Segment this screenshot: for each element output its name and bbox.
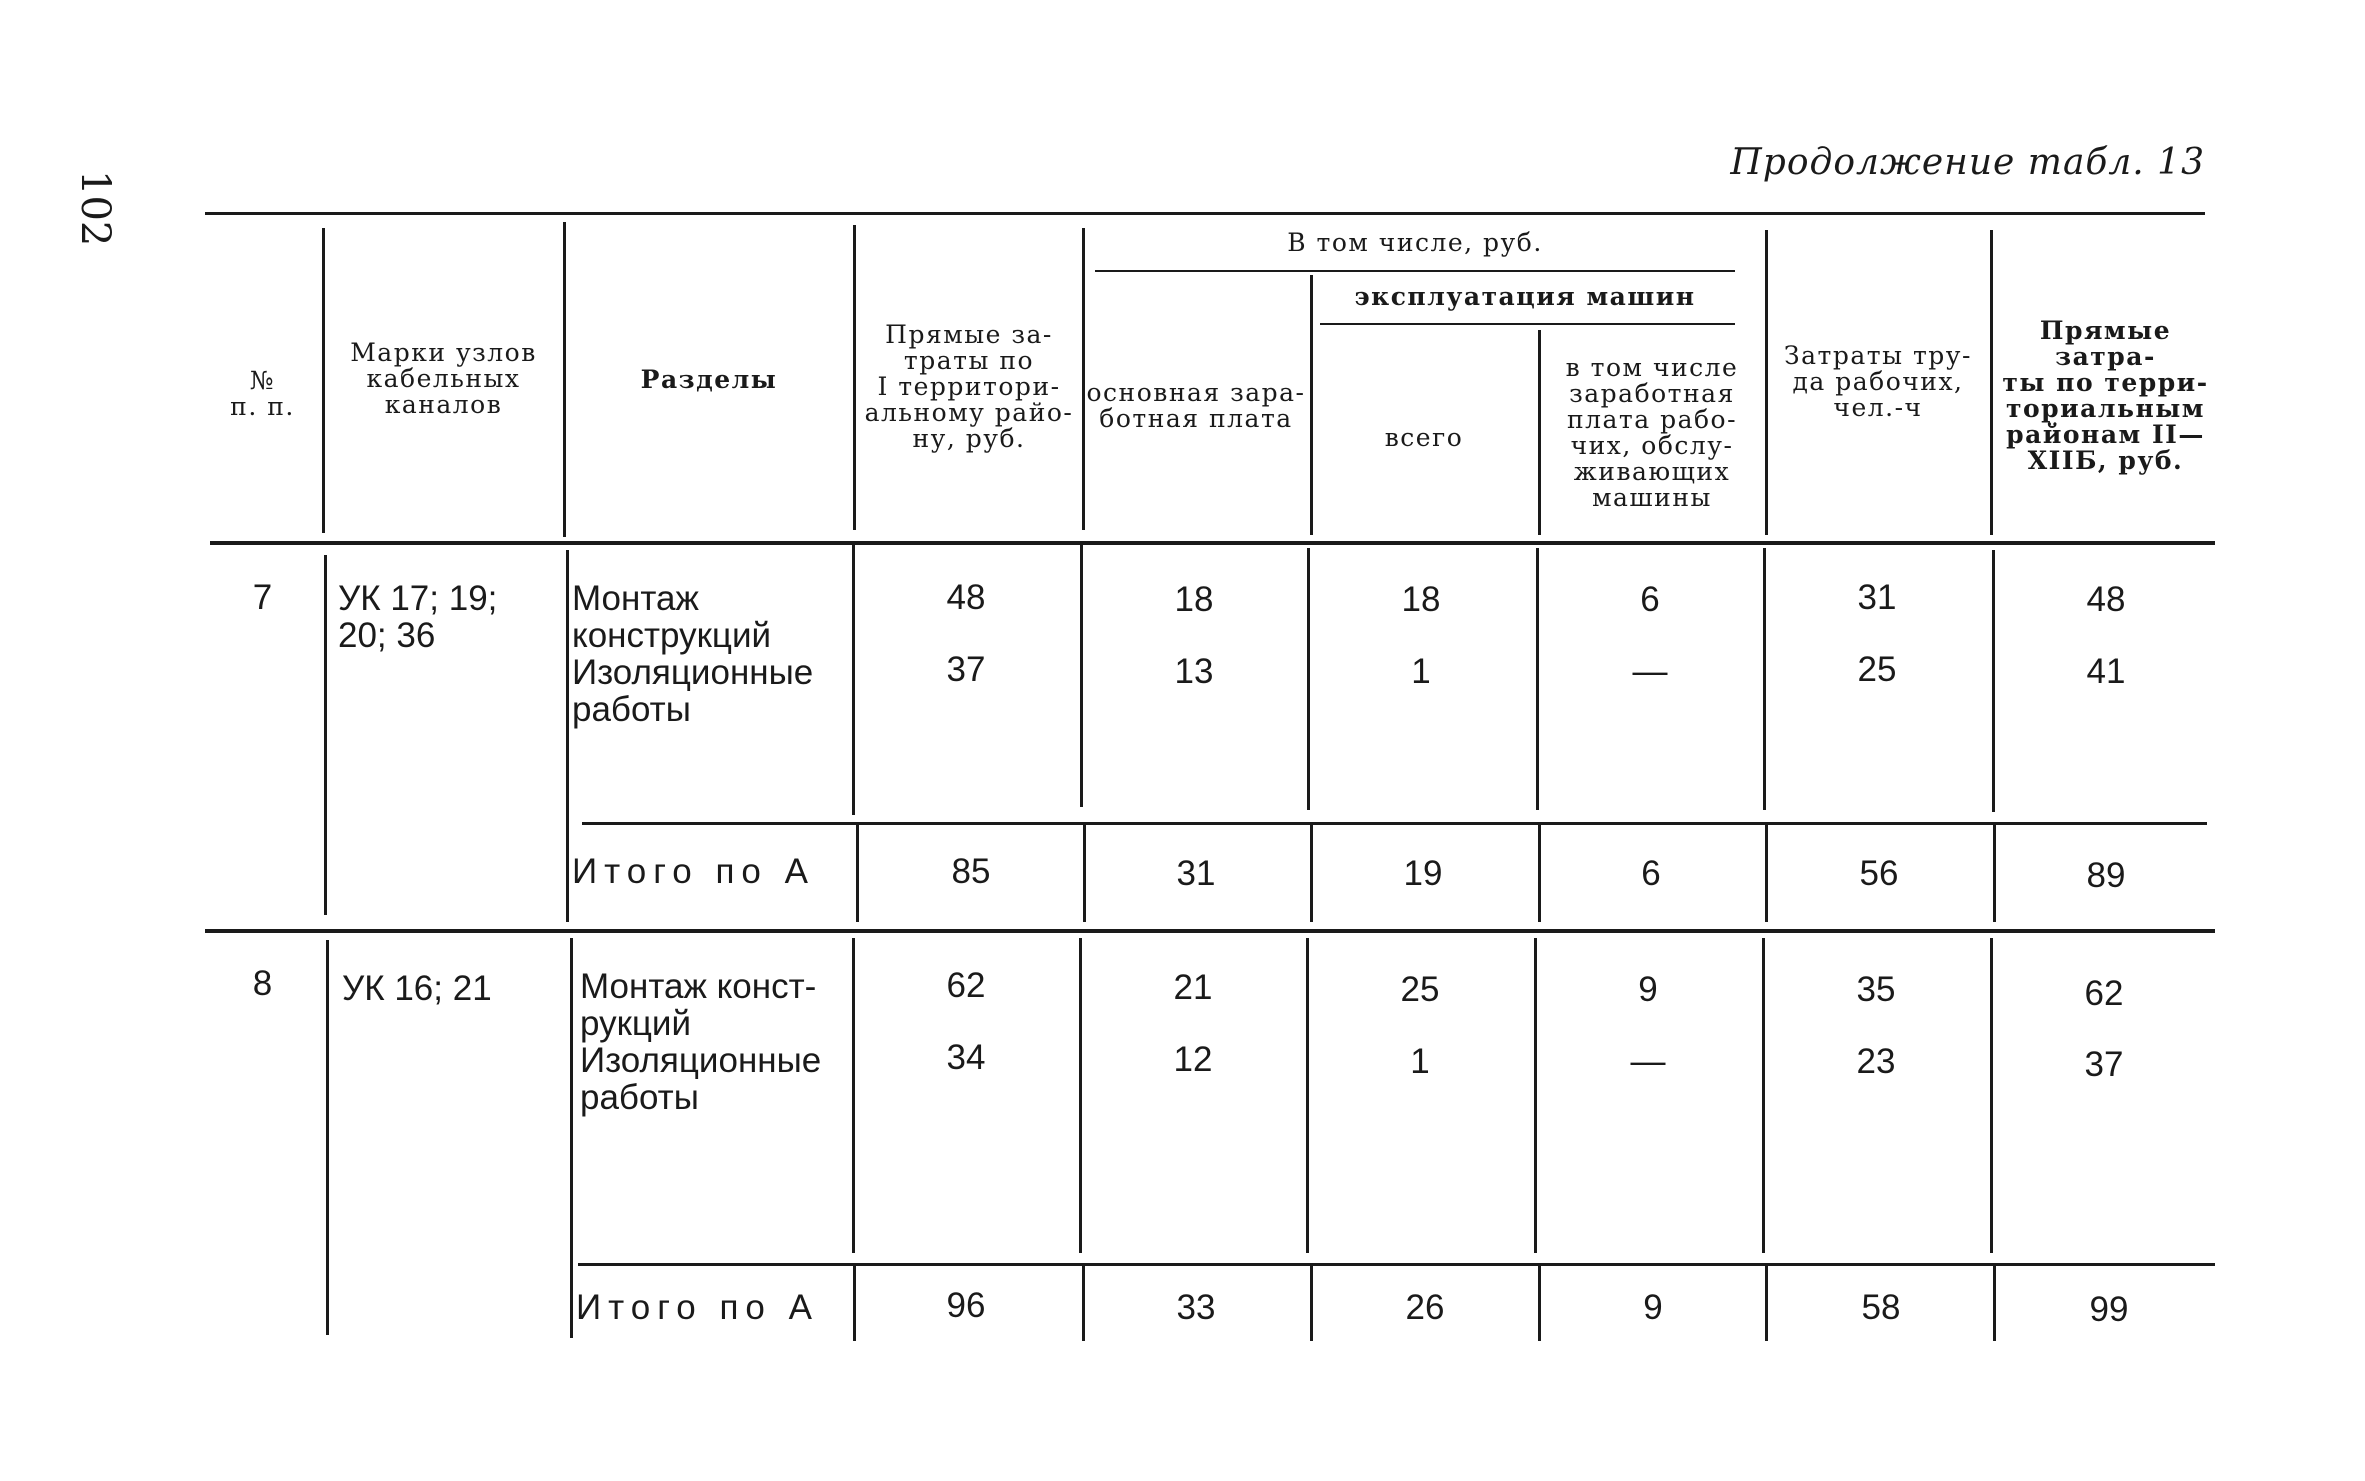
group8-total-direct2: 99 [2089, 1290, 2129, 1329]
group7-row2-direct2: 41 [2086, 652, 2126, 691]
group8-total-rule [578, 1263, 2215, 1266]
group8-marks: УК 16; 21 [342, 969, 492, 1008]
page-number: 102 [72, 170, 118, 247]
header-labor: Затраты тру- да рабочих, чел.-ч [1784, 341, 1972, 422]
group8-row2-direct1: 34 [946, 1038, 986, 1077]
header-direct2: Прямые затра- ты по терри- ториальным районам II— XIIБ, руб. [2002, 316, 2209, 475]
group8-row1-base-wage: 21 [1173, 968, 1213, 1007]
group7-row2-labor: 25 [1857, 650, 1897, 689]
group7-row2-machines-total: 1 [1411, 652, 1431, 691]
machines-group-rule [1320, 323, 1735, 325]
body-vline [856, 822, 859, 922]
header-bottom-rule [210, 541, 2215, 545]
header-base-wage: основная зара- ботная плата [1086, 378, 1306, 433]
incl-group-rule [1095, 270, 1735, 272]
body-vline [1993, 1263, 1996, 1341]
group7-marks: УК 17; 19; 20; 36 [338, 579, 498, 655]
body-vline [324, 555, 327, 915]
group7-num: 7 [252, 578, 273, 617]
group8-row2-base-wage: 12 [1173, 1040, 1213, 1079]
group8-row1-direct2: 62 [2084, 974, 2124, 1013]
group7-total-labor: 56 [1859, 854, 1899, 893]
group8-row2-machines-wage: — [1630, 1042, 1666, 1081]
header-direct1: Прямые за- траты по I территори- альному райо- ну, руб. [864, 320, 1074, 453]
body-vline [570, 938, 573, 1338]
header-vline [1082, 228, 1085, 530]
group7-row1-labor: 31 [1857, 578, 1897, 617]
group7-row1-section: Монтаж конструкций [572, 579, 772, 655]
group8-row1-machines-total: 25 [1400, 970, 1440, 1009]
header-vline [563, 222, 566, 537]
group8-total-machines-wage: 9 [1643, 1288, 1663, 1327]
header-vline [1310, 275, 1313, 535]
group7-total-direct1: 85 [951, 852, 991, 891]
group7-total-label: Итого по А [572, 852, 815, 891]
group8-total-machines-total: 26 [1405, 1288, 1445, 1327]
header-machines-total: всего [1384, 423, 1464, 452]
group8-total-base-wage: 33 [1176, 1288, 1216, 1327]
group8-row1-section: Монтаж конст- рукций [580, 967, 817, 1043]
group7-total-machines-wage: 6 [1641, 854, 1661, 893]
body-vline [566, 550, 569, 922]
group7-row2-direct1: 37 [946, 650, 986, 689]
header-machines-wage: в том числе заработная плата рабо- чих, обслу- живающих машины [1565, 353, 1739, 512]
group7-total-base-wage: 31 [1176, 854, 1216, 893]
header-sections: Разделы [640, 365, 778, 394]
group8-row2-section: Изоляционные работы [580, 1041, 822, 1117]
group7-total-machines-total: 19 [1403, 854, 1443, 893]
group8-row1-machines-wage: 9 [1638, 970, 1658, 1009]
header-vline [853, 225, 856, 530]
group8-row1-direct1: 62 [946, 966, 986, 1005]
group8-row1-labor: 35 [1856, 970, 1896, 1009]
group-divider-rule [205, 929, 2215, 933]
group8-total-direct1: 96 [946, 1286, 986, 1325]
group7-total-direct2: 89 [2086, 856, 2126, 895]
header-machines-group: эксплуатация машин [1354, 282, 1696, 311]
group7-row1-direct1: 48 [946, 578, 986, 617]
group8-total-label: Итого по А [576, 1288, 819, 1327]
header-vline [322, 228, 325, 533]
table-top-rule [205, 212, 2205, 215]
header-num: № п. п. [230, 366, 295, 421]
header-marks: Марки узлов кабельных каналов [350, 338, 537, 419]
group7-row2-section: Изоляционные работы [572, 653, 814, 729]
group7-row2-base-wage: 13 [1174, 652, 1214, 691]
group8-num: 8 [252, 964, 273, 1003]
body-vline [1538, 1263, 1541, 1341]
group7-total-rule [582, 822, 2207, 825]
header-incl-group: В том числе, руб. [1287, 228, 1543, 257]
group8-total-labor: 58 [1861, 1288, 1901, 1327]
group7-row1-direct2: 48 [2086, 580, 2126, 619]
body-vline [326, 940, 329, 1335]
group8-row2-direct2: 37 [2084, 1045, 2124, 1084]
group7-row1-machines-total: 18 [1401, 580, 1441, 619]
group7-row2-machines-wage: — [1632, 652, 1668, 691]
group8-row2-labor: 23 [1856, 1042, 1896, 1081]
group8-row2-machines-total: 1 [1410, 1042, 1430, 1081]
body-vline [1310, 1263, 1313, 1341]
group7-row1-machines-wage: 6 [1640, 580, 1660, 619]
group7-row1-base-wage: 18 [1174, 580, 1214, 619]
table-title: Продолжение табл. 13 [1730, 142, 2205, 183]
body-vline [1765, 1263, 1768, 1341]
